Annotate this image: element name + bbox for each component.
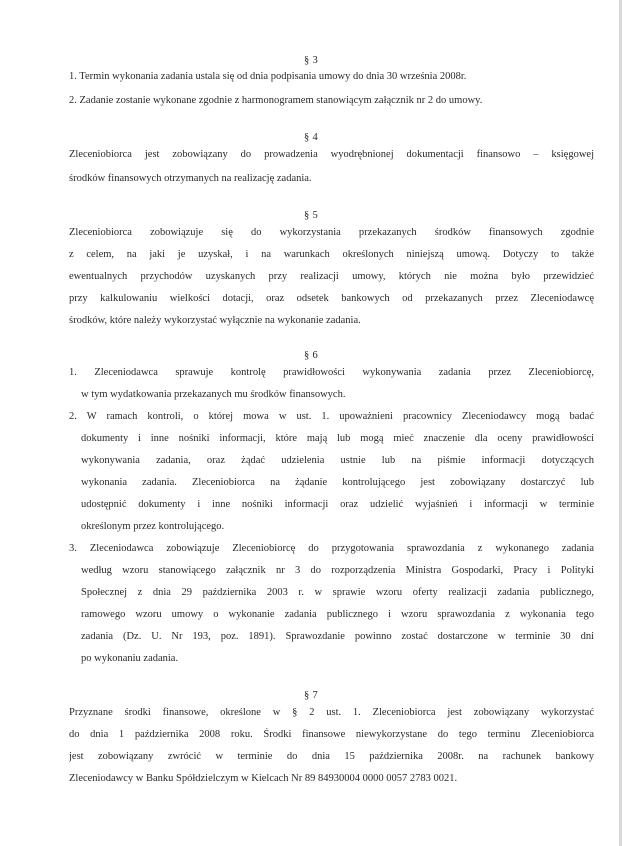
section-7-line: Przyznane środki finansowe, określone w § 2 ust. 1. Zleceniobiorca jest zobowiązany wykorzystać [69,707,594,718]
section-7-heading: § 7 [303,690,319,701]
section-7-line: jest zobowiązany zwrócić w terminie do dnia 15 października 2008r. na rachunek bankowy [69,751,594,762]
section-6-point-3-line: ramowego wzoru umowy o wykonanie zadania publicznego i wzoru sprawozdania z wykonania tego [81,609,594,620]
section-4-line: Zleceniobiorca jest zobowiązany do prowadzenia wyodrębnionej dokumentacji finansowo – księgowej [69,149,594,160]
section-3-heading: § 3 [303,55,319,66]
section-6-point-2-line: dokumenty i inne nośniki informacji, które mają lub mogą mieć znaczenie dla oceny prawidłowości [81,433,594,444]
section-6-point-2-line: 2. W ramach kontroli, o której mowa w ust. 1. upoważnieni pracownicy Zleceniodawcy mogą badać [69,411,594,422]
section-6-point-2-line: udostępnić dokumenty i inne nośniki informacji oraz udzielić wyjaśnień i informacji w terminie [81,499,594,510]
section-6-point-1-line: 1. Zleceniodawca sprawuje kontrolę prawidłowości wykonywania zadania przez Zleceniobiorcę, [69,367,594,378]
section-3-point-2: 2. Zadanie zostanie wykonane zgodnie z harmonogramem stanowiącym załącznik nr 2 do umowy. [69,95,483,106]
section-6-point-3-line: według wzoru stanowiącego załącznik nr 3 do rozporządzenia Ministra Gospodarki, Pracy i Polityki [81,565,594,576]
section-4-line: środków finansowych otrzymanych na realizację zadania. [69,173,312,184]
section-5-line: środków, które należy wykorzystać wyłącznie na wykonanie zadania. [69,315,361,326]
section-6-point-2-line: wykonywania zadania, oraz żądać udzielenia ustnie lub na piśmie informacji dotyczących [81,455,594,466]
section-5-heading: § 5 [303,210,319,221]
section-6-point-3-line: po wykonaniu zadania. [81,653,179,664]
section-6-point-2-line: określonym przez kontrolującego. [81,521,225,532]
section-6-heading: § 6 [303,350,319,361]
section-6-point-3-line: Społecznej z dnia 29 października 2003 r. w sprawie wzoru oferty realizacji zadania publicznego, [81,587,594,598]
section-3-point-1: 1. Termin wykonania zadania ustala się od dnia podpisania umowy do dnia 30 września 2008r. [69,71,467,82]
section-6-point-1-line: w tym wydatkowania przekazanych mu środków finansowych. [81,389,346,400]
section-5-line: ewentualnych przychodów uzyskanych przy realizacji umowy, których nie można było przewidzieć [69,271,594,282]
section-7-line: do dnia 1 października 2008 roku. Środki finansowe niewykorzystane do tego terminu Zleceniobiorca [69,729,594,740]
section-5-line: Zleceniobiorca zobowiązuje się do wykorzystania przekazanych środków finansowych zgodnie [69,227,594,238]
section-6-point-3-line: 3. Zleceniodawca zobowiązuje Zleceniobiorcę do przygotowania sprawozdania z wykonanego zadania [69,543,594,554]
section-7-line: Zleceniodawcy w Banku Spółdzielczym w Kielcach Nr 89 84930004 0000 0057 2783 0021. [69,773,458,784]
section-5-line: z celem, na jaki je uzyskał, i na warunkach określonych niniejszą umową. Dotyczy to także [69,249,594,260]
section-5-line: przy kalkulowaniu wielkości dotacji, oraz odsetek bankowych od przekazanych przez Zleceniodawcę [69,293,594,304]
section-6-point-2-line: wykonania zadania. Zleceniobiorca na żądanie kontrolującego jest zobowiązany dostarczyć lub [81,477,594,488]
section-4-heading: § 4 [303,132,319,143]
section-6-point-3-line: zadania (Dz. U. Nr 193, poz. 1891). Sprawozdanie powinno zostać dostarczone w terminie 30 dni [81,631,594,642]
